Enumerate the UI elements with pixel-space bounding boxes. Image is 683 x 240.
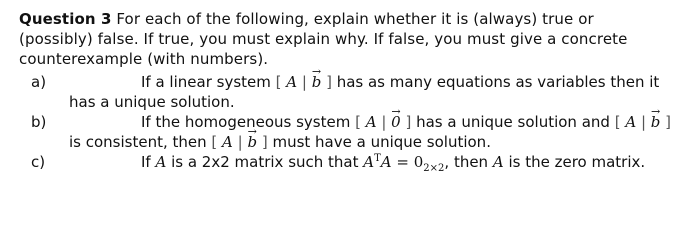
part-c-letter: c) [31,153,46,171]
part-a-line-1 [19,72,671,92]
augmented-bar: | [376,113,392,131]
augmented-bar: | [636,113,651,131]
matrix-a: A [222,133,233,151]
part-b-line-2 [19,132,671,152]
part-c-text-1: If [141,153,156,171]
zero-matrix-size: 2×2 [423,163,445,174]
augmented-close-bracket: ] [257,133,268,151]
transpose-superscript: T [374,153,381,164]
part-b-text-2: has a unique solution and [411,113,615,131]
part-c-text-3: , then [444,153,493,171]
part-b-text-4: must have a unique solution. [267,133,491,151]
equals-sign: = [391,153,414,171]
question-parts [19,72,671,172]
zero-matrix: 0 [413,153,424,171]
augmented-bar: | [297,73,312,91]
augmented-open-bracket: [ [275,73,287,91]
augmented-open-bracket: [ [211,133,223,151]
matrix-a: A [380,153,392,171]
question-label: Question 3 [19,10,112,28]
matrix-a: A [155,153,167,171]
augmented-close-bracket: ] [400,113,412,131]
matrix-a: A [286,73,298,91]
part-a-line-2 [19,92,671,112]
matrix-a: A [363,153,375,171]
part-c-text-4: is the zero matrix. [503,153,646,171]
augmented-open-bracket: [ [355,113,366,131]
part-a-text-3: has a unique solution. [69,93,235,111]
matrix-a: A [625,113,637,131]
part-a-text-2: has as many equations as variables then it [331,73,660,91]
part-c-text-2: is a 2x2 matrix such that [166,153,364,171]
zero-vector: → 0 [391,112,401,132]
vector-b: → b [312,72,322,92]
question-intro [19,9,671,69]
matrix-a: A [365,113,377,131]
augmented-open-bracket: [ [614,113,626,131]
part-a-text-1: If a linear system [141,73,276,91]
question-intro-text: For each of the following, explain whether it is (always) true or (possibly) false. If true, you must explain why. If false, you must give a concrete counterexample (with numbers). [19,10,628,68]
vector-b: → b [247,132,257,152]
vector-b: → b [651,112,661,132]
part-b-line-1 [19,112,671,132]
matrix-a: A [492,153,504,171]
part-b-letter: b) [31,113,47,131]
augmented-bar: | [232,133,248,151]
part-c-line-1 [19,152,671,172]
augmented-close-bracket: ] [660,113,671,131]
part-a-letter: a) [31,73,47,91]
augmented-close-bracket: ] [321,73,332,91]
part-b-text-3: is consistent, then [69,133,212,151]
part-b-text-1: If the homogeneous system [141,113,356,131]
